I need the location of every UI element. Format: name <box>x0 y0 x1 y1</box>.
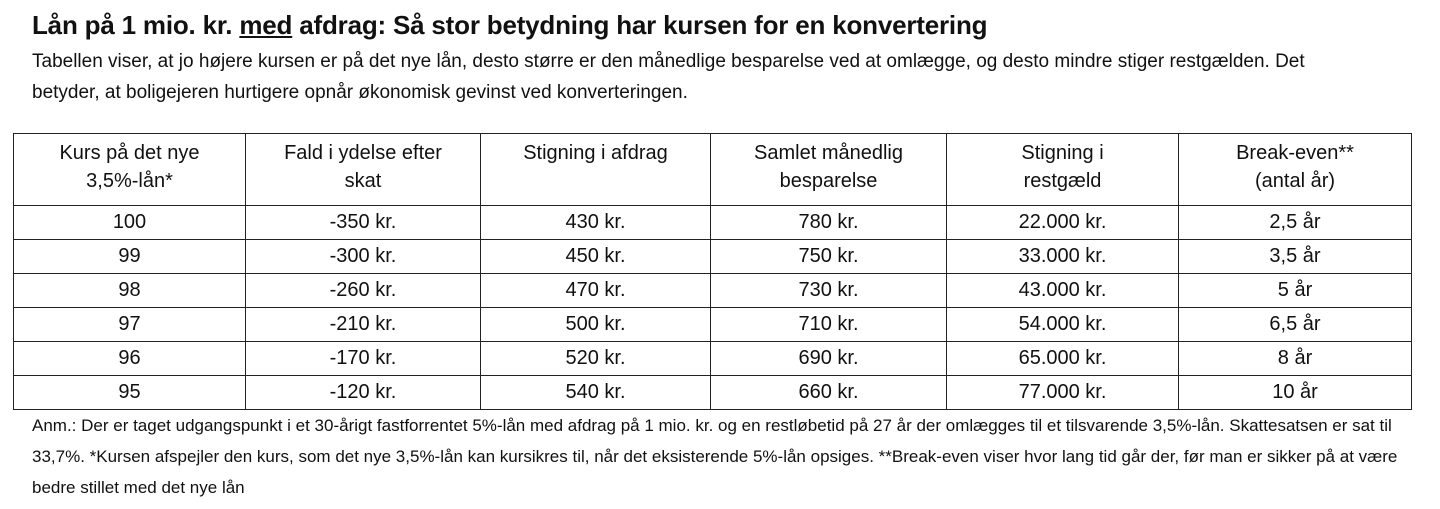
cell-break-even: 10 år <box>1179 376 1412 410</box>
title-suffix: afdrag: Så stor betydning har kursen for en konvertering <box>292 10 988 40</box>
cell-break-even: 6,5 år <box>1179 308 1412 342</box>
header-row <box>14 134 1412 206</box>
table-row <box>14 376 1412 410</box>
header-cell-fald-i-ydelse <box>246 134 481 206</box>
table-row <box>14 308 1412 342</box>
cell-stigning-i-restgaeld: 33.000 kr. <box>947 240 1179 274</box>
header-line: skat <box>344 170 382 192</box>
cell-kurs: 95 <box>14 376 246 410</box>
cell-kurs: 99 <box>14 240 246 274</box>
page-title <box>32 6 1422 44</box>
cell-samlet-besparelse: 730 kr. <box>711 274 947 308</box>
title-underlined-word: med <box>239 10 293 40</box>
cell-break-even: 5 år <box>1179 274 1412 308</box>
cell-stigning-i-afdrag: 430 kr. <box>481 206 711 240</box>
header-line: Kurs på det nye <box>59 142 200 164</box>
table-row <box>14 274 1412 308</box>
cell-samlet-besparelse: 780 kr. <box>711 206 947 240</box>
cell-stigning-i-restgaeld: 54.000 kr. <box>947 308 1179 342</box>
cell-fald-i-ydelse: -350 kr. <box>246 206 481 240</box>
cell-stigning-i-restgaeld: 65.000 kr. <box>947 342 1179 376</box>
table-header <box>14 134 1412 206</box>
cell-samlet-besparelse: 710 kr. <box>711 308 947 342</box>
cell-fald-i-ydelse: -170 kr. <box>246 342 481 376</box>
header-cell-stigning-i-restgaeld <box>947 134 1179 206</box>
cell-stigning-i-restgaeld: 43.000 kr. <box>947 274 1179 308</box>
intro-text: Tabellen viser, at jo højere kursen er på det nye lån, desto større er den månedlige besparelse ved at omlægge, og desto mindre stiger restgælden. Det betyder, at boligejeren hurtigere opnår økonomisk gevinst ved konverteringen. <box>32 51 1305 103</box>
cell-stigning-i-restgaeld: 77.000 kr. <box>947 376 1179 410</box>
header-line: (antal år) <box>1254 170 1336 192</box>
table-row <box>14 240 1412 274</box>
cell-break-even: 2,5 år <box>1179 206 1412 240</box>
cell-kurs: 96 <box>14 342 246 376</box>
header-line: Break-even** <box>1236 142 1354 164</box>
cell-break-even: 8 år <box>1179 342 1412 376</box>
cell-fald-i-ydelse: -300 kr. <box>246 240 481 274</box>
header-line: besparelse <box>779 170 878 192</box>
cell-samlet-besparelse: 750 kr. <box>711 240 947 274</box>
cell-kurs: 100 <box>14 206 246 240</box>
cell-samlet-besparelse: 660 kr. <box>711 376 947 410</box>
cell-fald-i-ydelse: -210 kr. <box>246 308 481 342</box>
header-line: restgæld <box>1023 170 1102 192</box>
cell-stigning-i-afdrag: 540 kr. <box>481 376 711 410</box>
document-page <box>32 6 1422 108</box>
footnote: Anm.: Der er taget udgangspunkt i et 30-årigt fastforrentet 5%-lån med afdrag på 1 mio. kr. og en restløbetid på 27 år der omlægges til et tilsvarende 3,5%-lån. Skattesatsen er sat til 33,7%. *Kursen afspejler den kurs, som det nye 3,5%-lån kan kursikres til, når det eksisterende 5%-lån opsiges. **Break-even viser hvor lang tid går der, før man er sikker på at være bedre stillet med det nye lån <box>32 416 1398 497</box>
cell-stigning-i-afdrag: 500 kr. <box>481 308 711 342</box>
header-cell-samlet-besparelse <box>711 134 947 206</box>
header-line: Stigning i <box>1021 142 1104 164</box>
header-cell-break-even <box>1179 134 1412 206</box>
header-line: Fald i ydelse efter <box>284 142 442 164</box>
conversion-table <box>13 133 1412 410</box>
cell-stigning-i-afdrag: 450 kr. <box>481 240 711 274</box>
table-row <box>14 342 1412 376</box>
cell-kurs: 98 <box>14 274 246 308</box>
cell-break-even: 3,5 år <box>1179 240 1412 274</box>
cell-kurs: 97 <box>14 308 246 342</box>
cell-stigning-i-restgaeld: 22.000 kr. <box>947 206 1179 240</box>
cell-samlet-besparelse: 690 kr. <box>711 342 947 376</box>
header-line: Stigning i afdrag <box>523 142 668 164</box>
header-cell-stigning-i-afdrag <box>481 134 711 206</box>
header-line: Samlet månedlig <box>754 142 903 164</box>
cell-fald-i-ydelse: -120 kr. <box>246 376 481 410</box>
cell-stigning-i-afdrag: 470 kr. <box>481 274 711 308</box>
cell-stigning-i-afdrag: 520 kr. <box>481 342 711 376</box>
header-cell-kurs <box>14 134 246 206</box>
cell-fald-i-ydelse: -260 kr. <box>246 274 481 308</box>
table-body <box>14 206 1412 410</box>
table-row <box>14 206 1412 240</box>
header-line: 3,5%-lån* <box>86 170 173 192</box>
title-prefix: Lån på 1 mio. kr. <box>32 10 240 40</box>
